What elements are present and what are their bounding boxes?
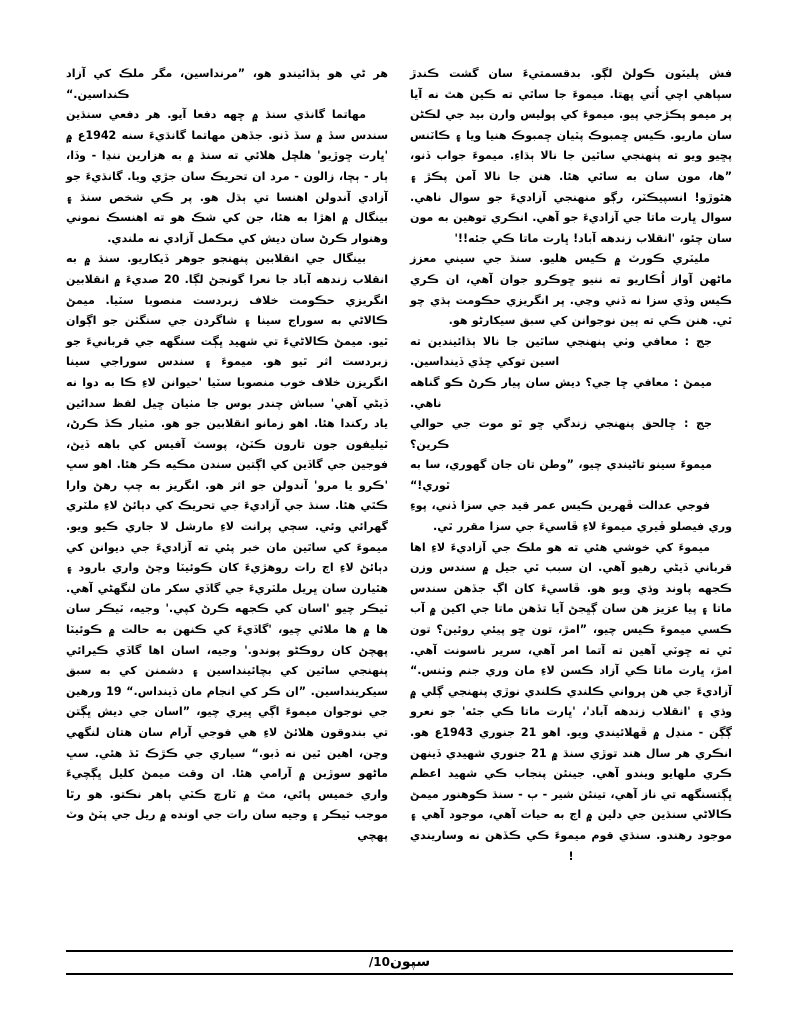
paragraph: فوجي عدالت ڦهرين ڪيس عمر قيد جي سزا ڏني، پوءِ وري فيصلو ڦيري ميموءَ لاءِ ڦاسيءَ جي سزا مقرر ٿي. — [410, 499, 732, 534]
paragraph: ميموءَ کي خوشي هئي ته هو ملڪ جي آزاديءَ لاءِ اها قرباني ڏيڻي رهيو آهي. ان سبب ٿي جيل ۾ سندس وزن ڪجهه پاوند وڌي ويو هو. ڦاسيءَ کان اڳ جڏهن سندس ماتا ۽ پيا عزيز هن سان ڳڀجڻ آيا تڏهن ماتا جي اکين ۾ آب ڪسي ميموءَ ڪيس چيو، ”امڙ، تون ڇو پيئي روئين؟ تون ٿي ته ڇوٽي آهين ته آتما امر آهي، سرير ناسونت آهي. امڙ، ڀارت ماتا ڪي آزاد ڪسن لاءِ مان وري جنم وٺنس.“ آزاديءَ جي هن پرواني ڪلندي ڪلندي نوڙي پنهنجي ڳلي ۾ وڌي ۽ 'انقلاب زندهه آباد'، 'ڀارت ماتا ڪي جئه' جو نعرو ڳڳن - منڊل ۾ ڦهلائيندي ويو. اهو 21 جنوري 1943ع هو. انڪري هر سال هند توڙي سنڌ ۾ 21 جنوري شهيدي ڏينهن ڪري ملهايو ويندو آهي. جينئن پنجاب ڪي شهيد اعظم ڀڳتسنگهه تي ناز آهي، تينئن شير - ٻ - سنڌ ڪوهنور ميمڻ ڪالاڻي سنڌين جي دلين ۾ اڄ به حيات آهي، موجود آهي ۽ موجود رهندو. سنڌي قوم ميموءَ ڪي ڪڏهن نه وساريندي ! — [409, 540, 732, 863]
footer — [66, 952, 733, 972]
footer-rule-bottom — [66, 973, 733, 975]
body-columns — [66, 64, 733, 942]
paragraph: مليٽري ڪورٽ ۾ ڪيس هليو. سنڌ جي سيني معزز ماڻهن آواز اُڪاريو ته ننيو ڇوڪرو جوان آهي، ان ڪري ڪيس وڏي سزا نه ڏني وڃي. پر انگريزي حڪومت ٻڌي چو ٿي. هنن ڪي ته ٻين نوجوانن کي سبق سيکارڻو هو. — [410, 252, 732, 328]
footer-page-number — [369, 952, 390, 972]
page-number-value: 10 — [373, 955, 390, 969]
paragraph: مهاتما گانڌي سنڌ ۾ ڇهه دفعا آيو. هر دفعي سنڌين سندس سڏ ۾ سڏ ڏنو. جڏهن مهاتما گانڌيءَ سنه 1942ع ۾ 'ڀارت ڇوڙيو' هلچل هلائي ته سنڌ ۾ به هزارين ننڍا - وڏا، ٻار - ٻچا، زالون - مرد ان تحريڪ سان جڙي ويا. گانڌيءَ جو آزادي آندولن اهنسا تي ٻڌل هو. پر ڪي شخص سنڌ ۽ بينگال ۾ اهڙا به هئا، جن کي شڪ هو ته اهنسڪ نموني وهنوار ڪرڻ سان ديش کي مڪمل آزادي نه ملندي. — [66, 108, 388, 245]
paragraph: هر ڻي هو ٻڌائيندو هو، ”مرنداسين، مگر ملڪ کي آزاد ڪنداسين.“ — [66, 67, 388, 101]
paragraph: بينگال جي انقلابين پنهنجو جوهر ڏيکاريو. سنڌ ۾ به انقلاب زندهه آباد جا نعرا گونجڻ لڳا. 20 صديءَ ۾ انقلابين انگريزي حڪومت خلاف زبردست منصوبا سٽيا. ميمڻ ڪالاڻي به سوراج سينا ۽ شاگردن جي سنگٺن جو اڳوان ٿيو. ميمڻ ڪالاڻيءَ تي شهيد ڀڳت سنگهه جي قربانيءَ جو زبردست اثر ٿيو هو. ميموءَ ۽ سندس سوراجي سينا انگريزن خلاف خوب منصوبا سٽيا 'حيوانن لاءِ ڪا به دوا نه ڏيڻي آهي' سباش چندر بوس جا مٺيان ڇيل لفظ سدائين ياد رکندا هئا. اهو زمانو انقلابين جو هو. مٺيار ڪڏ ڪرڻ، ٽيليفون جون تارون ڪٽڻ، پوسٽ آفيس کي باهه ڏيڻ، فوجين جي گاڏين کي اڳتين سندن مڪيه ڪر هئا. اهو سڀ 'ڪرو يا مرو' آندولن جو اثر هو. انگريز به چپ رهڻ وارا ڪٿي هئا. سنڌ جي آزاديءَ جي تحريڪ کي دٻائڻ لاءِ ملٽري گهرائي وئي. سڄي پرانت لاءِ مارشل لا جاري ڪيو ويو. ميموءَ کي ساٿين مان خبر پئي ته آزاديءَ جي ديوانن کي دٻائڻ لاءِ اڄ رات روهڙيءَ کان ڪوئيٽا وڃڻ واري بارود ۽ هٿيارن سان ڀريل ملٽريءَ جي گاڏي سکر مان لنگهڻي آهي. ٽيڪر چيو 'اسان کي ڪجهه ڪرڻ کپي.' وجيه، ٽيڪر سان ها ۾ ها ملائي چيو، 'گاڏيءَ کي ڪنهن به حالت ۾ ڪوئيٽا پهچڻ کان روڪڻو پوندو.' وجيه، اسان اها گاڏي ڪيرائي پنهنجي ساٿين کي بچائينداسين ۽ دشمنن کي به سبق سيکرينداسين. ”ان ڪر کي انجام مان ڏينداس.“ 19 ورهين جي نوجوان ميموءَ اڳي ڀيري چيو، ”اسان جي ديش ڀڳتن تي بندوقون هلائڻ لاءِ هي فوجي آرام سان هتان لنگهي وڃن، اهين ٿين نه ڏبو.“ سياري جي ڪڙڪ ٿڌ هئي. سڀ ماڻهو سوڙين ۾ آرامي هئا. ان وقت ميمڻ کليل ڀڳچيءَ واري خميس پائي، مٿ ۾ ٽارچ ڪٽي ٻاهر نڪتو. هو رٿا موجب ٽيڪر ۽ وجيه سان رات جي اونده ۾ ريل جي پٽڻ وٽ پهچي — [66, 252, 389, 842]
column-right — [66, 64, 388, 942]
dialogue-line-judge: جج : ڇالحق پنهنجي زندگي ڇو ٿو موت جي حوالي ڪرين؟ — [410, 417, 712, 451]
column-left — [410, 64, 732, 942]
paragraph: فش پليٽون ڪولڻ لڳو. بدقسمتيءَ سان گشت ڪندڙ سپاهي اچي اُتي پهتا. ميموءَ جا ساٿي ته ڪين هٿ نه آيا پر ميمو پڪڙجي پيو. ميموءَ کي پوليس وارن بيد جي لڪڻن سان ماريو. ڪيس ڇمبوڪ پٽيان ڇمبوڪ هنيا ويا ۽ ڪاٽنس پڇيو ويو ته پنهنجي ساٿين جا نالا ٻڌاءِ. ميموءَ جواب ڏنو، ”ها، مون سان به ساٿي هئا. هنن جا نالا آمن پڪڙ ۽ هٿوڙو! انسپيڪٽر، رڳو منهنجي آزاديءَ جو سوال ناهي. سوال ڀارت ماتا جي آزاديءَ جو آهي. انڪري توهين به مون سان چئو، 'انقلاب زندهه آباد! ڀارت ماتا ڪي جئه!!' — [410, 67, 732, 245]
dialogue-line-memon: ميمڻ : معافي ڇا جي؟ ديش سان پيار ڪرڻ ڪو گناهه ناهي. — [410, 375, 712, 410]
dialogue-line-judge: جج : معافي وٺي پنهنجي ساٿين جا نالا ٻڌائيندين ته اسين توکي ڇڏي ڏينداسين. — [410, 334, 712, 369]
footer-title: سپون — [389, 954, 431, 970]
dialogue-line-memon: ميموءَ سينو تاڻيندي چيو، ”وطن تان جان گهوري، سا به ٿوري!“ — [410, 458, 712, 492]
footer-separator: / — [368, 955, 374, 969]
